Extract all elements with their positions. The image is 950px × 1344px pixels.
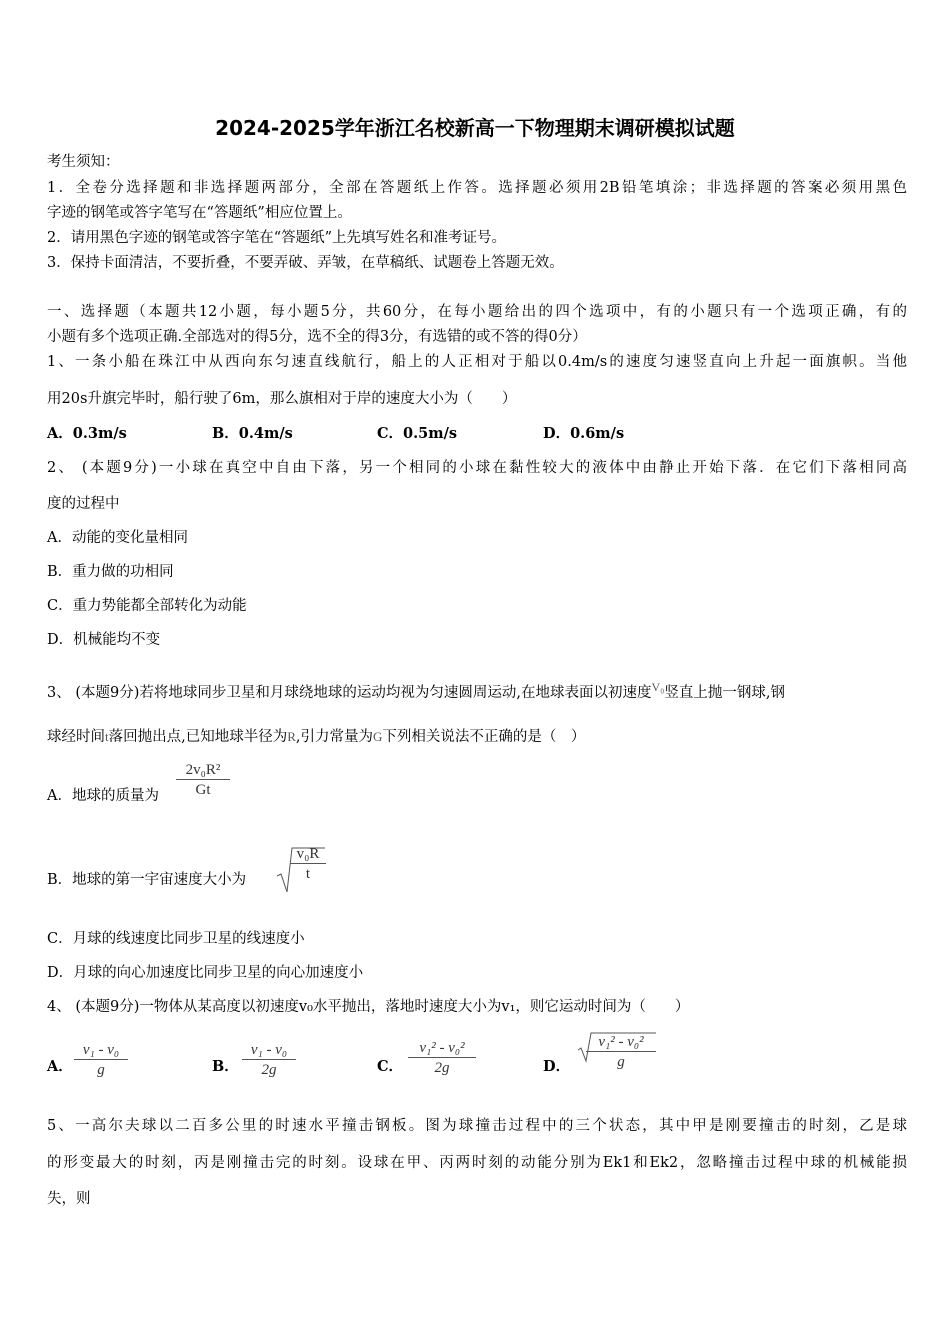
notice-heading: 考生须知： xyxy=(47,154,120,170)
q4-option-c-label: C． xyxy=(377,1058,404,1075)
q4-option-b-numerator: v₁ - v₀ xyxy=(250,1042,288,1058)
q2-stem-line2: 度的过程中 xyxy=(47,496,120,512)
q4-option-b-label: B． xyxy=(212,1058,239,1075)
q1-option-d: D．0.6m/s xyxy=(543,425,625,442)
q3-stem-line2b: 落回抛出点,已知地球半径为 xyxy=(108,729,288,745)
q3-option-b-denominator: t xyxy=(305,866,311,882)
q1-option-c: C．0.5m/s xyxy=(377,425,458,442)
q3-symbol-r: R xyxy=(287,729,296,744)
q3-option-a-denominator: Gt xyxy=(195,782,211,798)
q3-stem-line1 xyxy=(47,677,907,703)
q4-option-d-label: D． xyxy=(543,1058,571,1075)
q3-stem-line2d: 下列相关说法不正确的是（ ） xyxy=(382,729,586,745)
q2-stem-line1: 2、 (本题9分)一小球在真空中自由下落，另一个相同的小球在黏性较大的液体中由静止开始下落．在它们下落相同高 xyxy=(47,460,907,476)
q4-option-a-label: A． xyxy=(47,1058,73,1075)
q4-option-c-numerator: v₁² - v₀² xyxy=(419,1040,465,1056)
q4-option-c-denominator: 2g xyxy=(434,1060,450,1076)
section-heading-line1: 一、选择题（本题共12小题，每小题5分，共60分，在每小题给出的四个选项中，有的小题只有一个选项正确，有的 xyxy=(47,304,907,320)
section-heading-line2: 小题有多个选项正确.全部选对的得5分，选不全的得3分，有选错的或不答的得0分） xyxy=(47,329,587,345)
q4-option-a-numerator: v₁ - v₀ xyxy=(82,1042,120,1058)
q3-option-a-formula xyxy=(176,762,230,799)
q1-stem-line2: 用20s升旗完毕时，船行驶了6m，那么旗相对于岸的速度大小为（ ） xyxy=(47,391,517,407)
q1-option-a: A．0.3m/s xyxy=(47,425,127,442)
q2-option-a: A．动能的变化量相同 xyxy=(47,530,188,546)
page-title: 2024-2025学年浙江名校新高一下物理期末调研模拟试题 xyxy=(215,116,735,140)
q3-stem-line1b: 竖直上抛一钢球,钢 xyxy=(664,684,785,701)
q5-stem-line2: 的形变最大的时刻，丙是刚撞击完的时刻。设球在甲、丙两时刻的动能分别为Ek1和Ek2，忽略撞击过程中球的机械能损 xyxy=(47,1155,907,1171)
q3-symbol-v0: V₀ xyxy=(651,680,665,694)
q4-option-c-formula xyxy=(408,1040,476,1077)
q3-option-c: C．月球的线速度比同步卫星的线速度小 xyxy=(47,931,305,947)
q3-option-b-formula xyxy=(290,846,326,883)
notice-item-3: 3．保持卡面清洁，不要折叠，不要弄破、弄皱，在草稿纸、试题卷上答题无效。 xyxy=(47,255,564,271)
q3-symbol-t: t xyxy=(105,729,109,744)
q1-option-b: B．0.4m/s xyxy=(212,425,293,442)
q4-option-a-formula xyxy=(74,1042,128,1079)
q4-option-b-denominator: 2g xyxy=(261,1062,277,1078)
q5-stem-line1: 5、一高尔夫球以二百多公里的时速水平撞击钢板。图为球撞击过程中的三个状态，其中甲是刚要撞击的时刻，乙是球 xyxy=(47,1118,907,1134)
q4-stem-line1: 4、 (本题9分)一物体从某高度以初速度v₀水平抛出，落地时速度大小为v₁，则它运动时间为（ ） xyxy=(47,999,690,1015)
notice-item-2: 2．请用黑色字迹的钢笔或答字笔在“答题纸”上先填写姓名和准考证号。 xyxy=(47,230,507,246)
q4-option-d-formula xyxy=(586,1034,656,1071)
q3-option-a-text: A．地球的质量为 xyxy=(47,788,159,804)
q4-option-d-denominator: g xyxy=(617,1054,625,1070)
q3-option-b-text: B．地球的第一宇宙速度大小为 xyxy=(47,872,247,888)
q3-symbol-g: G xyxy=(373,729,383,744)
q5-stem-line3: 失，则 xyxy=(47,1191,91,1207)
q3-option-a-numerator: 2v₀R² xyxy=(185,762,221,778)
q4-option-d-numerator: v₁² - v₀² xyxy=(598,1034,644,1050)
q2-option-b: B．重力做的功相同 xyxy=(47,564,174,580)
notice-item-1: 1．全卷分选择题和非选择题两部分，全部在答题纸上作答。选择题必须用2B铅笔填涂；非选择题的答案必须用黑色 xyxy=(47,180,907,196)
q3-option-d: D．月球的向心加速度比同步卫星的向心加速度小 xyxy=(47,965,364,981)
q1-stem-line1: 1、一条小船在珠江中从西向东匀速直线航行，船上的人正相对于船以0.4m/s的速度匀速竖直向上升起一面旗帜。当他 xyxy=(47,354,907,370)
notice-item-1-cont: 字迹的钢笔或答字笔写在“答题纸”相应位置上。 xyxy=(47,205,352,221)
q2-option-d: D．机械能均不变 xyxy=(47,632,161,648)
q3-stem-line1a: 3、 (本题9分)若将地球同步卫星和月球绕地球的运动均视为匀速圆周运动,在地球表面以初速度 xyxy=(47,684,652,701)
q3-stem-line2a: 球经时间 xyxy=(47,729,105,745)
q3-option-b-numerator: v₀R xyxy=(296,846,320,862)
q2-option-c: C．重力势能都全部转化为动能 xyxy=(47,598,247,614)
q4-option-a-denominator: g xyxy=(97,1062,105,1078)
q3-stem-line2 xyxy=(47,727,907,747)
q3-stem-line2c: ,引力常量为 xyxy=(295,729,374,745)
q4-option-b-formula xyxy=(242,1042,296,1079)
